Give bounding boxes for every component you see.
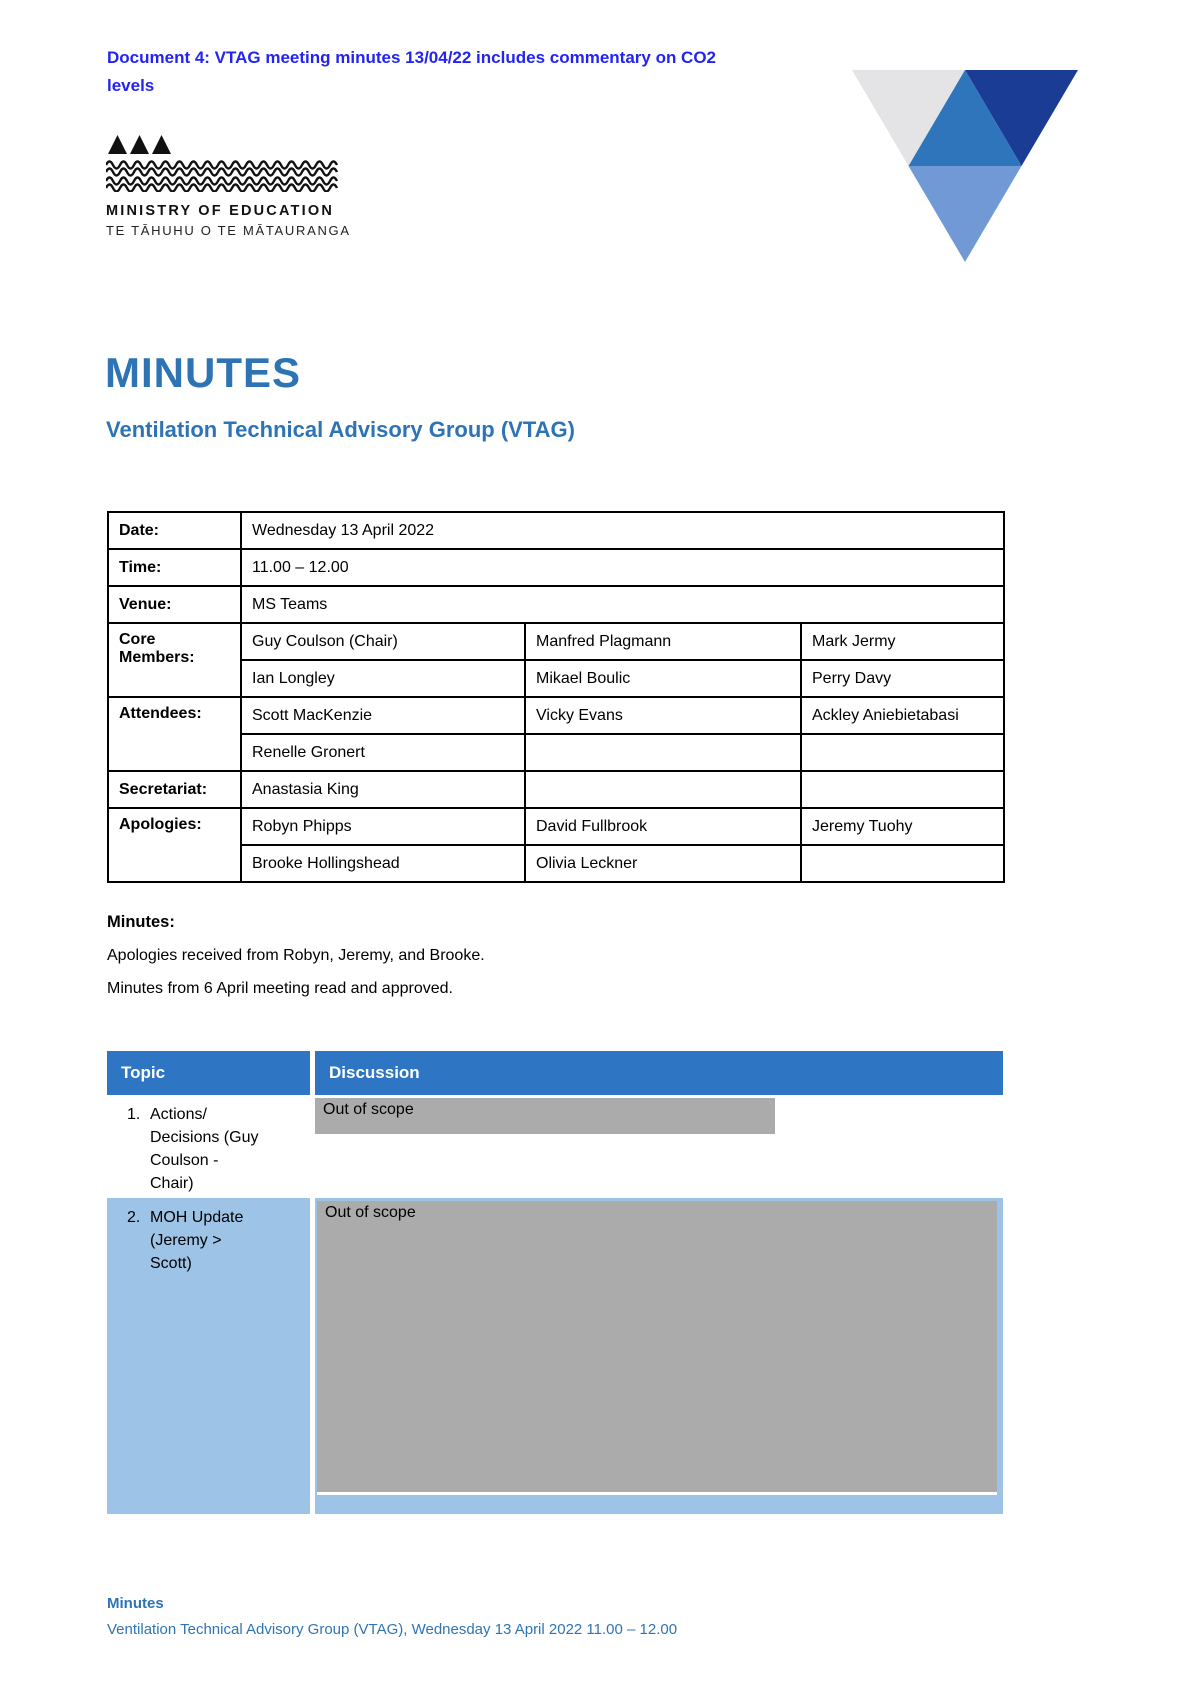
minutes-paragraph: Minutes from 6 April meeting read and approved. — [107, 980, 453, 997]
minutes-heading: Minutes: — [107, 913, 175, 931]
member-cell: Olivia Leckner — [525, 845, 801, 882]
moe-name-maori: TE TĀHUHU O TE MĀTAURANGA — [106, 223, 351, 238]
member-cell: Renelle Gronert — [241, 734, 525, 771]
attendees-label: Attendees: — [108, 697, 241, 771]
discussion-column-header: Discussion — [315, 1051, 1003, 1095]
member-cell: Manfred Plagmann — [525, 623, 801, 660]
member-cell: Scott MacKenzie — [241, 697, 525, 734]
out-of-scope-redaction: Out of scope — [317, 1201, 997, 1495]
topic-text: MOH Update (Jeremy > Scott) — [150, 1209, 244, 1272]
member-cell: Guy Coulson (Chair) — [241, 623, 525, 660]
out-of-scope-redaction: Out of scope — [315, 1098, 775, 1134]
page-subtitle: Ventilation Technical Advisory Group (VTAG) — [106, 417, 575, 442]
discussion-cell-1 — [315, 1095, 1003, 1198]
attendees-row-1 — [108, 697, 1004, 734]
attendees-row-2 — [108, 734, 1004, 771]
member-cell — [525, 734, 801, 771]
time-row — [108, 549, 1004, 586]
member-cell: Brooke Hollingshead — [241, 845, 525, 882]
page-title: MINUTES — [105, 349, 301, 396]
venue-label: Venue: — [108, 586, 241, 623]
time-label: Time: — [108, 549, 241, 586]
topic-number: 2. — [127, 1209, 141, 1226]
venue-row — [108, 586, 1004, 623]
venue-value: MS Teams — [241, 586, 1004, 623]
topic-cell-1 — [107, 1095, 310, 1198]
corner-triangle-logo-icon — [852, 70, 1078, 262]
moe-triangles-waves-icon — [106, 134, 346, 192]
topic-text: Actions/ Decisions (Guy Coulson - Chair) — [150, 1106, 259, 1192]
core-members-row-2 — [108, 660, 1004, 697]
apologies-row-2 — [108, 845, 1004, 882]
document-header-note: Document 4: VTAG meeting minutes 13/04/22 includes commentary on CO2 levels — [107, 48, 717, 95]
date-label: Date: — [108, 512, 241, 549]
member-cell — [801, 771, 1004, 808]
member-cell — [801, 845, 1004, 882]
secretariat-label: Secretariat: — [108, 771, 241, 808]
topic-cell-2 — [107, 1198, 310, 1514]
apologies-label: Apologies: — [108, 808, 241, 882]
core-members-label: Core Members: — [108, 623, 241, 697]
meeting-details-table — [107, 511, 1005, 883]
moe-triangles-icon — [108, 135, 171, 154]
member-cell: Ackley Aniebietabasi — [801, 697, 1004, 734]
member-cell — [525, 771, 801, 808]
ministry-of-education-logo — [106, 134, 356, 238]
secretariat-row — [108, 771, 1004, 808]
moe-name-english: MINISTRY OF EDUCATION — [106, 203, 334, 219]
apologies-row-1 — [108, 808, 1004, 845]
member-cell: Perry Davy — [801, 660, 1004, 697]
date-row — [108, 512, 1004, 549]
minutes-paragraph: Apologies received from Robyn, Jeremy, and Brooke. — [107, 947, 485, 964]
member-cell — [801, 734, 1004, 771]
discussion-cell-2 — [315, 1198, 1003, 1514]
member-cell: Mikael Boulic — [525, 660, 801, 697]
member-cell: Mark Jermy — [801, 623, 1004, 660]
footer-subtitle: Ventilation Technical Advisory Group (VTAG), Wednesday 13 April 2022 11.00 – 12.00 — [107, 1621, 678, 1638]
member-cell: Anastasia King — [241, 771, 525, 808]
member-cell: Robyn Phipps — [241, 808, 525, 845]
member-cell: Vicky Evans — [525, 697, 801, 734]
core-members-row-1 — [108, 623, 1004, 660]
topic-number: 1. — [127, 1106, 141, 1123]
topics-table — [107, 1051, 1003, 1514]
topic-column-header: Topic — [107, 1051, 310, 1095]
footer-title: Minutes — [107, 1595, 164, 1612]
time-value: 11.00 – 12.00 — [241, 549, 1004, 586]
date-value: Wednesday 13 April 2022 — [241, 512, 1004, 549]
member-cell: Jeremy Tuohy — [801, 808, 1004, 845]
member-cell: David Fullbrook — [525, 808, 801, 845]
moe-waves-icon — [106, 162, 337, 192]
member-cell: Ian Longley — [241, 660, 525, 697]
